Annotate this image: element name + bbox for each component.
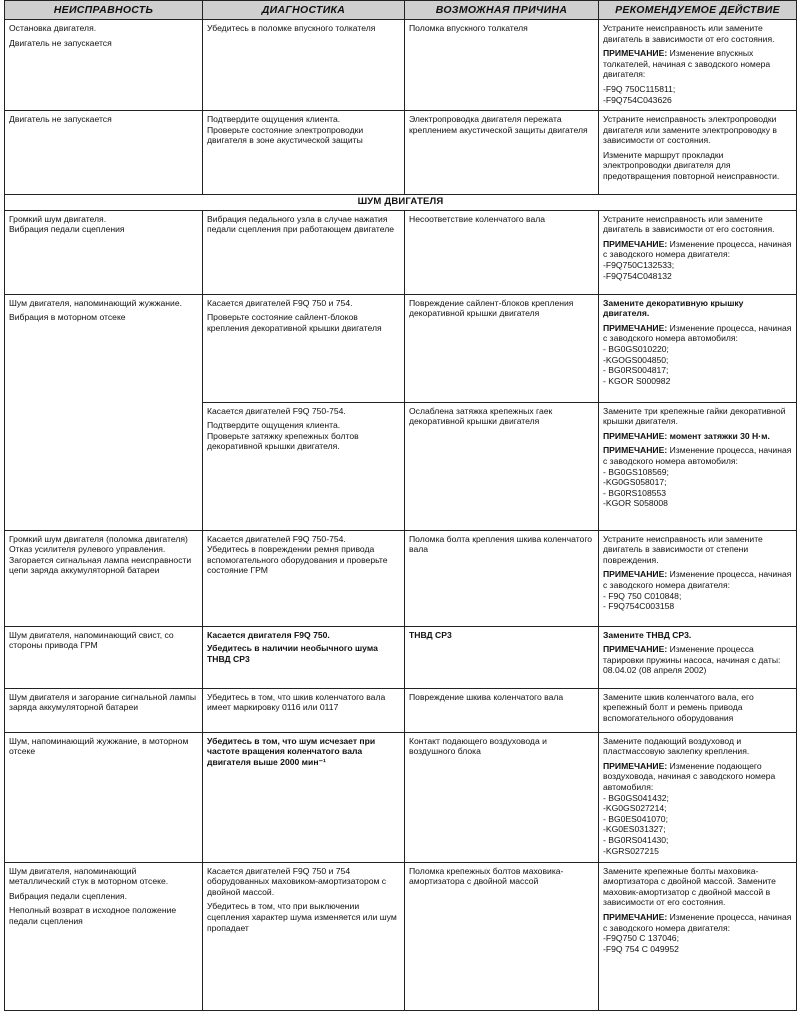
cause-cell: Повреждение шкива коленчатого вала	[405, 688, 599, 732]
section-row	[5, 195, 797, 211]
cause-cell: ТНВД СР3	[405, 626, 599, 688]
diagnostics-cell: Касается двигателей F9Q 750 и 754 оборудованных маховиком-амортизатором с двойной массой. Убедитесь в том, что при выключении сцепления характер шума изменяется или шум пропадает	[203, 862, 405, 1010]
cause-cell: Электропроводка двигателя пережата креплением акустической защиты двигателя	[405, 111, 599, 195]
diagnostics-cell: Вибрация педального узла в случае нажатия педали сцепления при работающем двигателе	[203, 210, 405, 294]
fault-cell: Шум, напоминающий жужжание, в моторном отсеке	[5, 732, 203, 862]
table-row	[5, 862, 797, 1010]
table-row	[5, 210, 797, 294]
action-cell: Замените шкив коленчатого вала, его крепежный болт и ремень привода вспомогательного оборудования	[599, 688, 797, 732]
header-fault: НЕИСПРАВНОСТЬ	[5, 1, 203, 20]
action-cell: Замените подающий воздуховод и пластмассовую заклепку крепления. ПРИМЕЧАНИЕ: Изменение подающего воздуховода, начиная с заводского номера автомобиля: - BG0GS041432; -KG0GS027214; - BG0ES041070; -KG0ES031327; - BG0RS041430; -KGRS027215	[599, 732, 797, 862]
code-list: -F9Q750 C 137046; -F9Q 754 C 049952	[603, 933, 679, 954]
cause-cell: Поломка болта крепления шкива коленчатого вала	[405, 530, 599, 626]
fault-cell: Шум двигателя, напоминающий жужжание. Вибрация в моторном отсеке	[5, 294, 203, 530]
fault-cell: Остановка двигателя. Двигатель не запускается	[5, 20, 203, 111]
action-cell: Замените три крепежные гайки декоративной крышки двигателя. ПРИМЕЧАНИЕ: момент затяжки 30 Н·м. ПРИМЕЧАНИЕ: Изменение процесса, начиная с заводского номера автомобиля: - BG0GS108569; -KG0GS058017; - BG0RS108553 -KGOR S058008	[599, 402, 797, 530]
diagnostics-cell: Подтвердите ощущения клиента. Проверьте состояние электропроводки двигателя в зоне акустической защиты	[203, 111, 405, 195]
table-row	[5, 688, 797, 732]
table-row	[5, 111, 797, 195]
table-row	[5, 20, 797, 111]
table-header-row	[5, 1, 797, 20]
fault-cell: Шум двигателя, напоминающий свист, со стороны привода ГРМ	[5, 626, 203, 688]
table-row	[5, 732, 797, 862]
diagnostics-cell: Касается двигателей F9Q 750-754. Подтвердите ощущения клиента. Проверьте затяжку крепежных болтов декоративной крышки двигателя.	[203, 402, 405, 530]
diagnostics-cell: Касается двигателей F9Q 750-754. Убедитесь в повреждении ремня привода вспомогательного оборудования и проверьте состояние ГРМ	[203, 530, 405, 626]
document-page	[4, 0, 796, 1011]
diagnostics-cell: Убедитесь в том, что шкив коленчатого вала имеет маркировку 0116 или 0117	[203, 688, 405, 732]
action-cell: Устраните неисправность или замените двигатель в зависимости от его состояния. ПРИМЕЧАНИЕ: Изменение процесса, начиная с заводского номера двигателя: -F9Q750C132533; -F9Q754C048132	[599, 210, 797, 294]
code-list: - F9Q 750 C010848; - F9Q754C003158	[603, 590, 682, 612]
cause-cell: Несоответствие коленчатого вала	[405, 210, 599, 294]
header-cause: ВОЗМОЖНАЯ ПРИЧИНА	[405, 1, 599, 20]
code-list: - BG0GS108569; -KG0GS058017; - BG0RS108553 -KGOR S058008	[603, 466, 669, 509]
code-list: - BG0GS010220; -KGOGS004850; - BG0RS004817; - KGOR S000982	[603, 343, 671, 386]
header-action: РЕКОМЕНДУЕМОЕ ДЕЙСТВИЕ	[599, 1, 797, 20]
cause-cell: Ослаблена затяжка крепежных гаек декоративной крышки двигателя	[405, 402, 599, 530]
diagnostics-cell: Касается двигателя F9Q 750. Убедитесь в наличии необычного шума ТНВД СР3	[203, 626, 405, 688]
action-cell: Устраните неисправность или замените двигатель в зависимости от его состояния. ПРИМЕЧАНИЕ: Изменение впускных толкателей, начиная с заводского номера двигателя: -F9Q 750C115811; -F9Q754C043626	[599, 20, 797, 111]
table-row	[5, 294, 797, 402]
code-list: - BG0GS041432; -KG0GS027214; - BG0ES041070; -KG0ES031327; - BG0RS041430; -KGRS027215	[603, 792, 669, 856]
fault-cell: Громкий шум двигателя. Вибрация педали сцепления	[5, 210, 203, 294]
troubleshooting-table	[4, 0, 797, 1011]
action-cell: Замените ТНВД СР3. ПРИМЕЧАНИЕ: Изменение процесса тарировки пружины насоса, начиная с даты: 08.04.02 (08 апреля 2002)	[599, 626, 797, 688]
code-list: -F9Q750C132533; -F9Q754C048132	[603, 259, 675, 281]
diagnostics-cell: Убедитесь в том, что шум исчезает при частоте вращения коленчатого вала двигателя выше 2000 мин⁻¹	[203, 732, 405, 862]
cause-cell: Контакт подающего воздуховода и воздушного блока	[405, 732, 599, 862]
fault-cell: Шум двигателя, напоминающий металлический стук в моторном отсеке. Вибрация педали сцепления. Неполный возврат в исходное положение педали сцепления	[5, 862, 203, 1010]
cause-cell: Повреждение сайлент-блоков крепления декоративной крышки двигателя	[405, 294, 599, 402]
action-cell: Замените декоративную крышку двигателя. ПРИМЕЧАНИЕ: Изменение процесса, начиная с заводского номера автомобиля: - BG0GS010220; -KGOGS004850; - BG0RS004817; - KGOR S000982	[599, 294, 797, 402]
table-row	[5, 626, 797, 688]
section-title: ШУМ ДВИГАТЕЛЯ	[5, 195, 797, 211]
action-cell: Устраните неисправность электропроводки двигателя или замените электропроводку в зависимости от состояния. Измените маршрут прокладки электропроводки двигателя для предотвращения повторной неисправности.	[599, 111, 797, 195]
header-diagnostics: ДИАГНОСТИКА	[203, 1, 405, 20]
diagnostics-cell: Убедитесь в поломке впускного толкателя	[203, 20, 405, 111]
cause-cell: Поломка крепежных болтов маховика-амортизатора с двойной массой	[405, 862, 599, 1010]
table-row	[5, 530, 797, 626]
action-cell: Замените крепежные болты маховика-амортизатора с двойной массой. Замените маховик-амортизатор с двойной массой в зависимости от его состояния. ПРИМЕЧАНИЕ: Изменение процесса, начиная с заводского номера двигателя: -F9Q750 C 137046; -F9Q 754 C 049952	[599, 862, 797, 1010]
cause-cell: Поломка впускного толкателя	[405, 20, 599, 111]
diagnostics-cell: Касается двигателей F9Q 750 и 754. Проверьте состояние сайлент-блоков крепления декоративной крышки двигателя	[203, 294, 405, 402]
action-cell: Устраните неисправность или замените двигатель в зависимости от степени повреждения. ПРИМЕЧАНИЕ: Изменение процесса, начиная с заводского номера двигателя: - F9Q 750 C010848; - F9Q754C003158	[599, 530, 797, 626]
fault-cell: Громкий шум двигателя (поломка двигателя) Отказ усилителя рулевого управления. Загорается сигнальная лампа неисправности цепи заряда аккумуляторной батареи	[5, 530, 203, 626]
code-list: -F9Q 750C115811; -F9Q754C043626	[603, 83, 676, 105]
fault-cell: Двигатель не запускается	[5, 111, 203, 195]
fault-cell: Шум двигателя и загорание сигнальной лампы заряда аккумуляторной батареи	[5, 688, 203, 732]
